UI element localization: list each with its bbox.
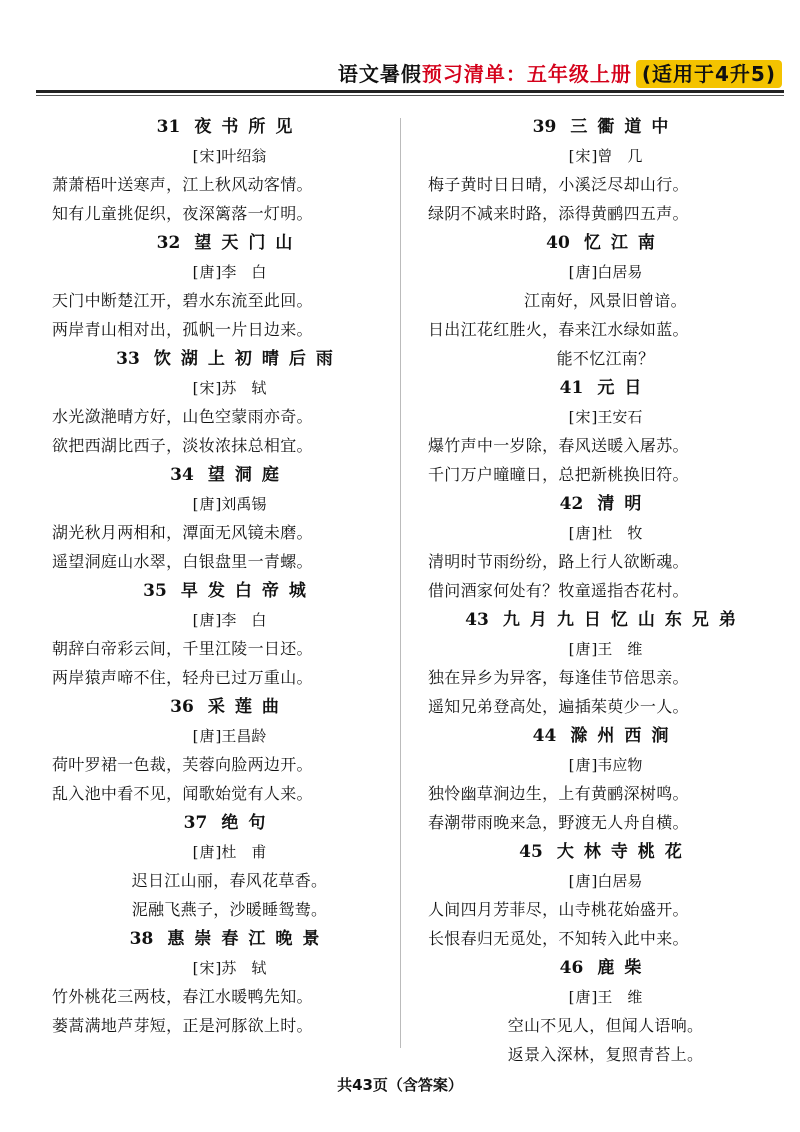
poem-author-line [52, 258, 407, 286]
poem-number: 34 [170, 465, 194, 485]
poem-line: 独在异乡为异客，每逢佳节倍思亲。 [428, 668, 689, 687]
poem-31 [52, 112, 407, 228]
poem-number: 32 [156, 233, 181, 253]
bracket-close: ] [591, 263, 598, 281]
poem-number: 33 [116, 349, 140, 369]
poem-author: 叶绍翁 [221, 147, 267, 165]
poem-32 [52, 228, 407, 344]
poem-number: 38 [129, 929, 154, 949]
poem-38 [52, 924, 407, 1040]
header-title-highlight: 预习清单：五年级上册 [421, 62, 632, 86]
poem-line: 人间四月芳菲尽，山寺桃花始盛开。 [428, 900, 689, 919]
poem-number: 40 [546, 233, 570, 253]
poem-number: 43 [465, 610, 489, 630]
poem-line: 独怜幽草涧边生，上有黄鹂深树鸣。 [428, 784, 689, 803]
bracket-open: [ [568, 872, 575, 890]
poem-name: 忆江南 [583, 233, 665, 253]
poem-title [428, 721, 783, 751]
header-rule [36, 90, 784, 93]
bracket-close: ] [215, 147, 222, 165]
poem-35 [52, 576, 407, 692]
poem-line: 水光潋滟晴方好，山色空蒙雨亦奇。 [52, 407, 313, 426]
poem-name: 绝句 [221, 813, 276, 833]
poem-number: 36 [170, 697, 194, 717]
poem-line: 泥融飞燕子，沙暖睡鸳鸯。 [131, 900, 328, 919]
bracket-close: ] [215, 495, 222, 513]
poem-author: 刘禹锡 [221, 495, 267, 513]
bracket-close: ] [215, 263, 222, 281]
poem-line: 欲把西湖比西子，淡妆浓抹总相宜。 [52, 436, 313, 455]
bracket-open: [ [192, 263, 199, 281]
bracket-close: ] [215, 379, 222, 397]
poem-title [428, 112, 783, 142]
poem-name: 早发白帝城 [180, 581, 316, 601]
poem-number: 37 [183, 813, 208, 833]
poem-author-line [52, 374, 407, 402]
poem-dynasty: 唐 [575, 524, 591, 542]
page-footer: 共43页（含答案） [337, 1076, 463, 1094]
poem-name: 鹿柴 [597, 958, 652, 978]
right-column [428, 112, 783, 1069]
poem-title [428, 373, 783, 403]
poem-dynasty: 唐 [199, 495, 215, 513]
poem-dynasty: 宋 [199, 959, 215, 977]
poem-dynasty: 唐 [199, 843, 215, 861]
poem-title [428, 953, 783, 983]
header-grade-badge: (适用于4升5) [636, 60, 782, 88]
bracket-close: ] [591, 988, 598, 1006]
poem-name: 采莲曲 [207, 697, 289, 717]
poem-title [52, 924, 407, 954]
bracket-close: ] [215, 959, 222, 977]
bracket-close: ] [591, 524, 598, 542]
poem-author: 王安石 [597, 408, 643, 426]
poem-dynasty: 宋 [575, 408, 591, 426]
bracket-open: [ [192, 727, 199, 745]
poem-title [52, 344, 407, 374]
poem-title [428, 228, 783, 258]
poem-author: 白居易 [597, 263, 643, 281]
bracket-close: ] [215, 727, 222, 745]
poem-author: 李 白 [221, 611, 267, 629]
bracket-open: [ [192, 959, 199, 977]
poem-line: 春潮带雨晚来急，野渡无人舟自横。 [428, 813, 689, 832]
poem-title [52, 576, 407, 606]
poem-author-line [428, 983, 783, 1011]
poem-author: 白居易 [597, 872, 643, 890]
poem-line: 长恨春归无觅处，不知转入此中来。 [428, 929, 689, 948]
poem-number: 44 [532, 726, 557, 746]
poem-line: 爆竹声中一岁除，春风送暖入屠苏。 [428, 436, 689, 455]
bracket-close: ] [591, 872, 598, 890]
bracket-open: [ [568, 988, 575, 1006]
header-title-main: 语文暑假 [337, 62, 422, 86]
poem-title [52, 808, 407, 838]
poem-line: 荷叶罗裙一色裁，芙蓉向脸两边开。 [52, 755, 313, 774]
poem-title [52, 692, 407, 722]
bracket-open: [ [192, 611, 199, 629]
poem-line: 知有儿童挑促织，夜深篱落一灯明。 [52, 204, 313, 223]
bracket-open: [ [192, 379, 199, 397]
poem-title [428, 837, 783, 867]
poem-author: 杜 牧 [597, 524, 643, 542]
poem-line: 梅子黄时日日晴，小溪泛尽却山行。 [428, 175, 689, 194]
poem-dynasty: 唐 [199, 727, 215, 745]
poem-author-line [52, 954, 407, 982]
poem-34 [52, 460, 407, 576]
poem-42 [428, 489, 783, 605]
poem-line: 返景入深林，复照青苔上。 [507, 1045, 704, 1064]
poem-number: 46 [559, 958, 584, 978]
poem-author: 苏 轼 [221, 959, 267, 977]
poem-41 [428, 373, 783, 489]
poem-line: 千门万户曈曈日，总把新桃换旧符。 [428, 465, 689, 484]
bracket-close: ] [215, 611, 222, 629]
poem-title [52, 460, 407, 490]
poem-author-line [52, 722, 407, 750]
poem-name: 滁州西涧 [570, 726, 679, 746]
poem-author: 王 维 [597, 988, 643, 1006]
poem-name: 三衢道中 [570, 117, 679, 137]
poem-author-line [428, 258, 783, 286]
poem-line: 湖光秋月两相和，潭面无风镜未磨。 [52, 523, 313, 542]
poem-line: 两岸青山相对出，孤帆一片日边来。 [52, 320, 313, 339]
poem-line: 蒌蒿满地芦芽短，正是河豚欲上时。 [52, 1016, 313, 1035]
poem-number: 45 [519, 842, 543, 862]
poem-author-line [52, 142, 407, 170]
poem-author-line [52, 838, 407, 866]
poem-name: 元日 [597, 378, 652, 398]
bracket-open: [ [192, 843, 199, 861]
poem-line: 遥知兄弟登高处，遍插茱萸少一人。 [428, 697, 689, 716]
poem-line: 遥望洞庭山水翠，白银盘里一青螺。 [52, 552, 313, 571]
poem-author-line [52, 606, 407, 634]
poem-author: 王 维 [597, 640, 643, 658]
poem-dynasty: 唐 [575, 872, 591, 890]
poem-name: 望天门山 [194, 233, 303, 253]
poem-line: 朝辞白帝彩云间，千里江陵一日还。 [52, 639, 313, 658]
poem-dynasty: 唐 [575, 263, 591, 281]
poem-46 [428, 953, 783, 1069]
poem-line: 两岸猿声啼不住，轻舟已过万重山。 [52, 668, 313, 687]
poem-dynasty: 宋 [199, 379, 215, 397]
poem-number: 41 [559, 378, 584, 398]
poem-author: 韦应物 [597, 756, 643, 774]
poem-title [52, 228, 407, 258]
poem-author: 李 白 [221, 263, 267, 281]
bracket-close: ] [215, 843, 222, 861]
poem-dynasty: 宋 [199, 147, 215, 165]
poem-40 [428, 228, 783, 373]
poem-dynasty: 宋 [575, 147, 591, 165]
poem-line: 绿阴不减来时路，添得黄鹂四五声。 [428, 204, 689, 223]
poem-author-line [52, 490, 407, 518]
poem-author: 王昌龄 [221, 727, 267, 745]
poem-44 [428, 721, 783, 837]
poem-line: 空山不见人，但闻人语响。 [507, 1016, 704, 1035]
bracket-open: [ [192, 147, 199, 165]
poem-line: 日出江花红胜火，春来江水绿如蓝。 [428, 320, 689, 339]
poem-dynasty: 唐 [575, 988, 591, 1006]
poem-line: 借问酒家何处有？牧童遥指杏花村。 [428, 581, 689, 600]
poem-37 [52, 808, 407, 924]
bracket-close: ] [591, 147, 598, 165]
poem-author: 曾 几 [597, 147, 643, 165]
poem-author-line [428, 635, 783, 663]
bracket-close: ] [591, 640, 598, 658]
bracket-open: [ [568, 147, 575, 165]
poem-dynasty: 唐 [575, 756, 591, 774]
poem-author: 苏 轼 [221, 379, 267, 397]
bracket-open: [ [568, 263, 575, 281]
poem-dynasty: 唐 [575, 640, 591, 658]
poem-name: 惠崇春江晚景 [167, 929, 330, 949]
poem-number: 35 [143, 581, 167, 601]
poem-36 [52, 692, 407, 808]
poem-line: 天门中断楚江开，碧水东流至此回。 [52, 291, 313, 310]
bracket-open: [ [568, 756, 575, 774]
bracket-close: ] [591, 756, 598, 774]
poem-39 [428, 112, 783, 228]
poem-author-line [428, 519, 783, 547]
poem-line: 乱入池中看不见，闻歌始觉有人来。 [52, 784, 313, 803]
poem-line: 萧萧梧叶送寒声，江上秋风动客情。 [52, 175, 313, 194]
poem-number: 42 [559, 494, 584, 514]
bracket-open: [ [192, 495, 199, 513]
poem-author-line [428, 751, 783, 779]
poem-number: 39 [532, 117, 557, 137]
poem-name: 清明 [597, 494, 652, 514]
poem-number: 31 [156, 117, 181, 137]
poem-name: 大林寺桃花 [556, 842, 692, 862]
poem-line: 清明时节雨纷纷，路上行人欲断魂。 [428, 552, 689, 571]
poem-line: 江南好，风景旧曾谙。 [523, 291, 687, 310]
poem-name: 饮湖上初晴后雨 [153, 349, 343, 369]
poem-line: 能不忆江南？ [556, 349, 655, 368]
poem-dynasty: 唐 [199, 263, 215, 281]
poem-line: 迟日江山丽，春风花草香。 [131, 871, 328, 890]
poem-name: 九月九日忆山东兄弟 [502, 610, 746, 630]
poem-author: 杜 甫 [221, 843, 267, 861]
poem-dynasty: 唐 [199, 611, 215, 629]
poem-author-line [428, 867, 783, 895]
header-rule-thin [36, 95, 784, 96]
poem-title [52, 112, 407, 142]
page-header [0, 0, 800, 108]
bracket-close: ] [591, 408, 598, 426]
poem-name: 夜书所见 [194, 117, 303, 137]
bracket-open: [ [568, 524, 575, 542]
poem-author-line [428, 403, 783, 431]
bracket-open: [ [568, 408, 575, 426]
poem-43 [428, 605, 783, 721]
left-column [52, 112, 407, 1040]
poem-line: 竹外桃花三两枝，春江水暖鸭先知。 [52, 987, 313, 1006]
bracket-open: [ [568, 640, 575, 658]
poem-33 [52, 344, 407, 460]
poem-title [428, 605, 783, 635]
poem-45 [428, 837, 783, 953]
header-title [338, 58, 782, 87]
poem-name: 望洞庭 [207, 465, 289, 485]
poem-title [428, 489, 783, 519]
poem-author-line [428, 142, 783, 170]
